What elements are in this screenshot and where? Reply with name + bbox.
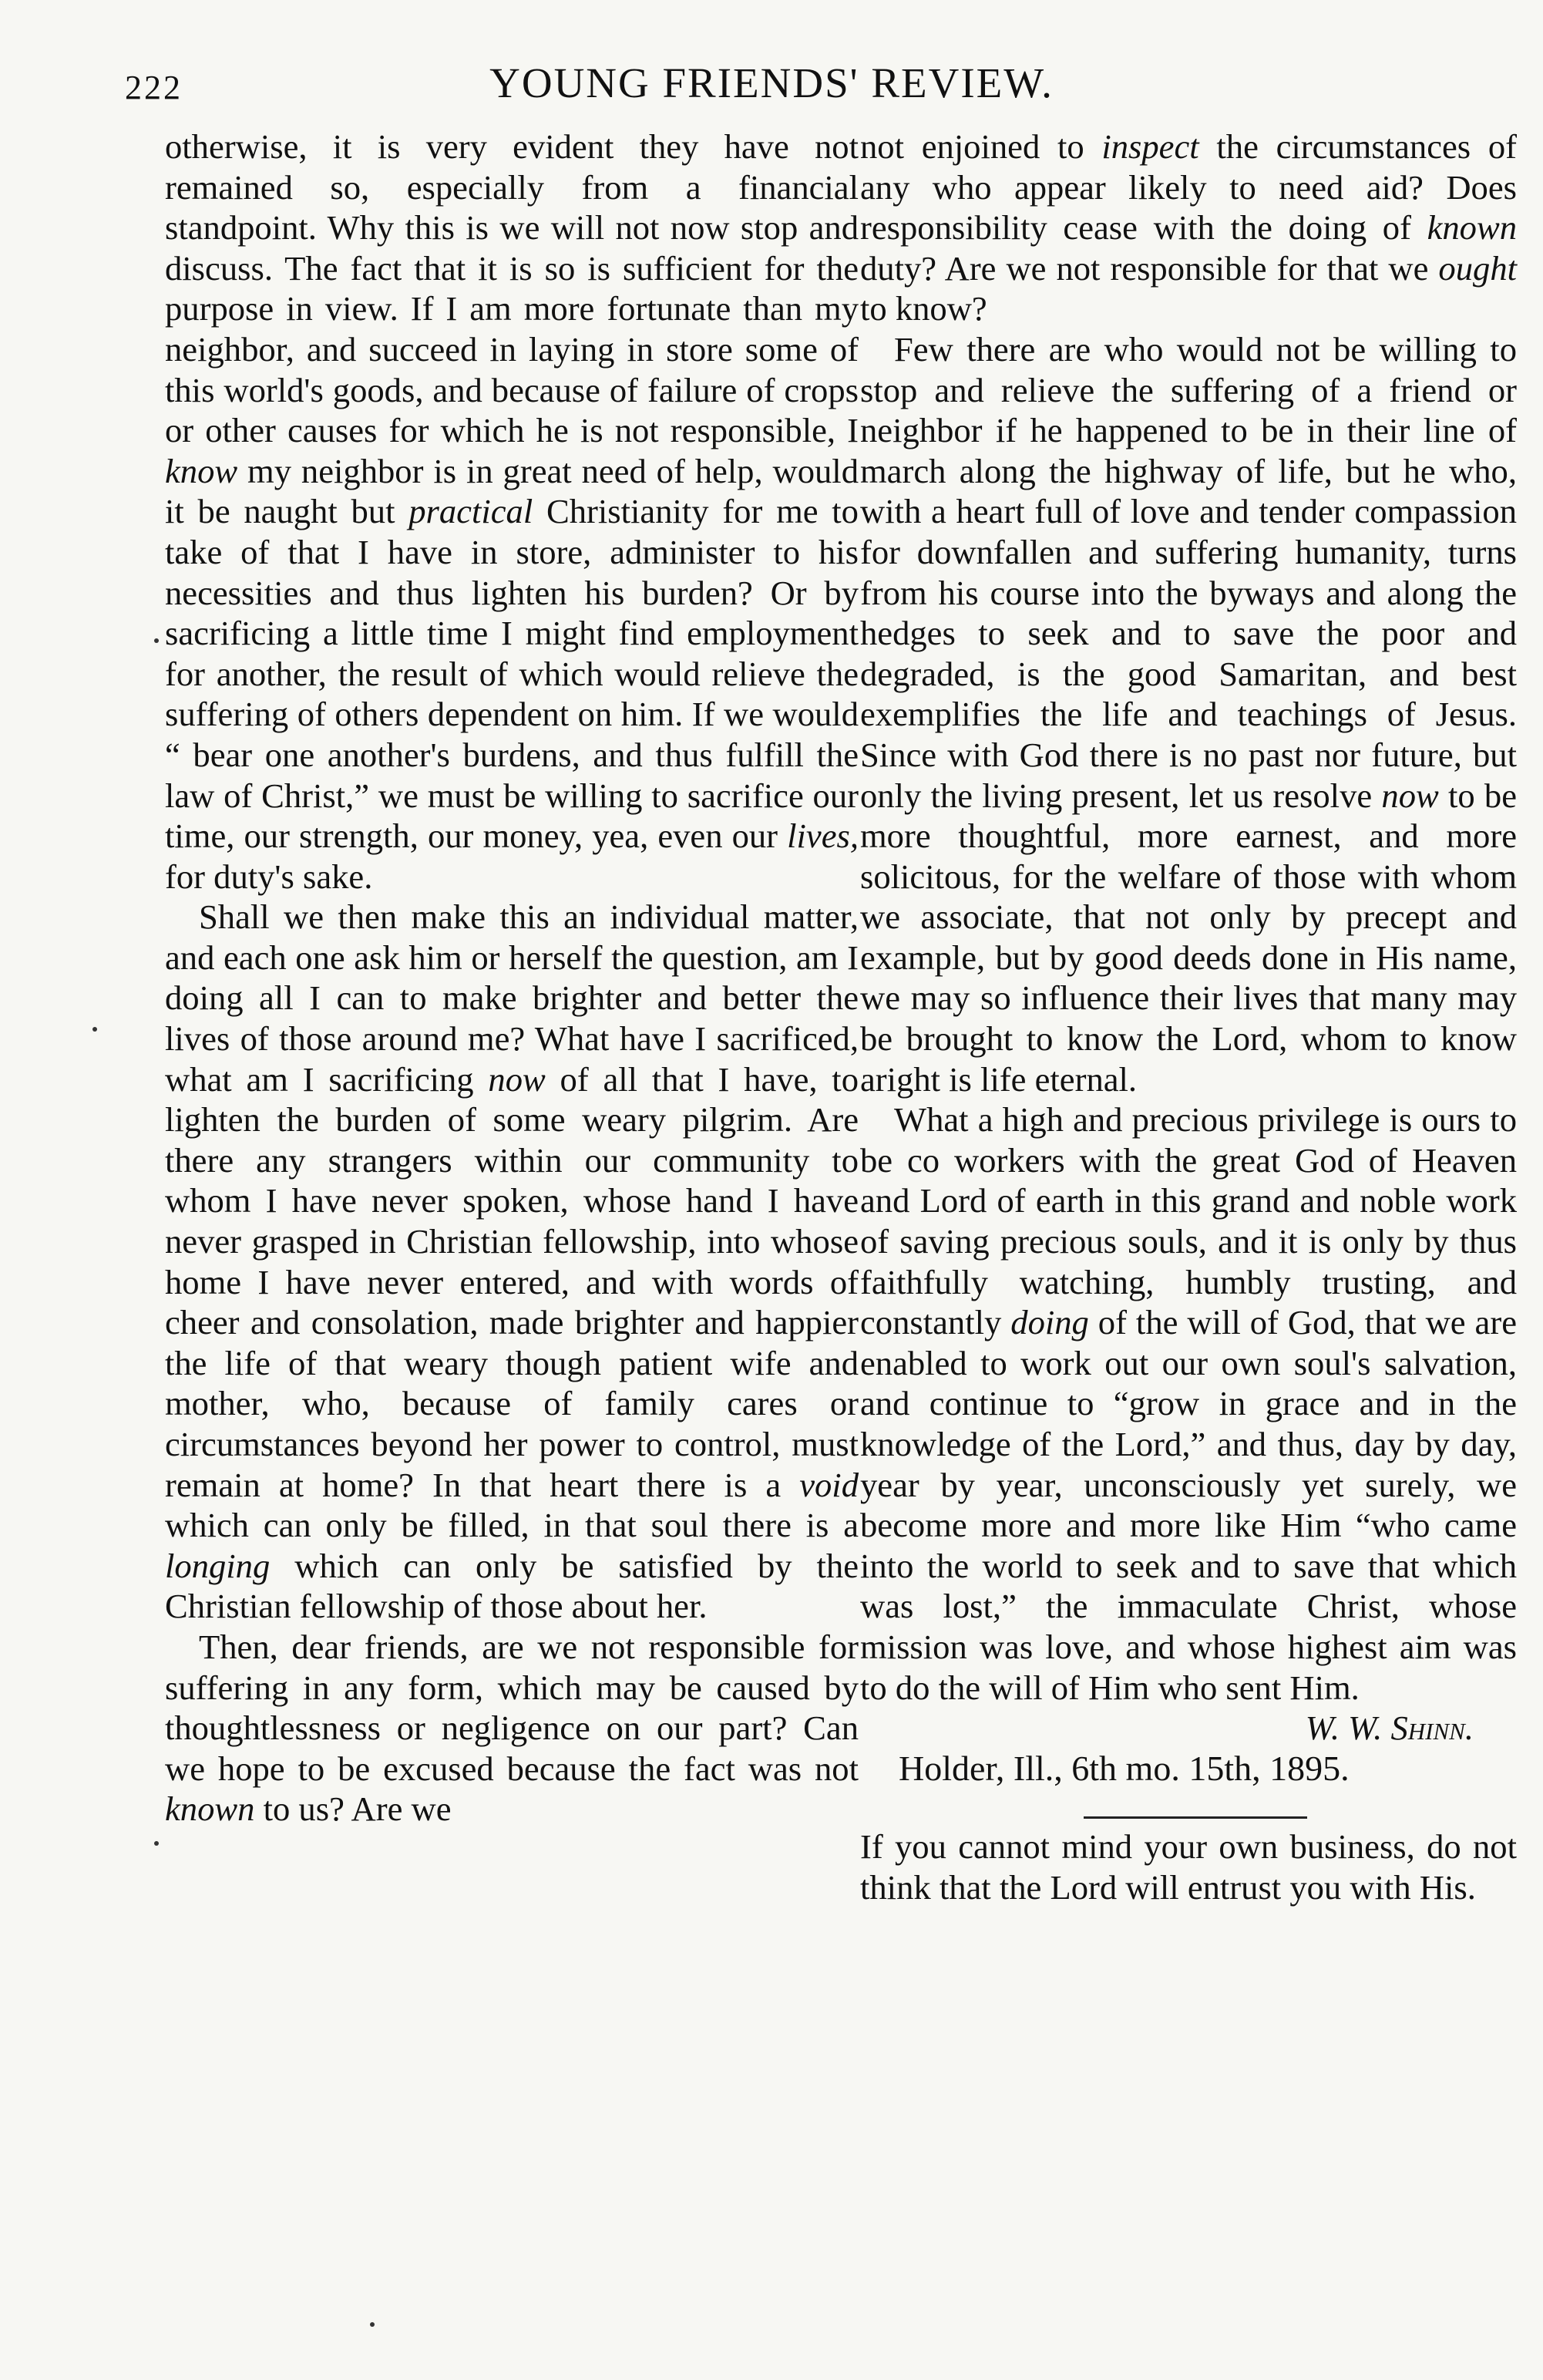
- print-speck: [154, 1841, 159, 1846]
- print-speck: [154, 638, 159, 643]
- right-column: [860, 126, 1517, 1908]
- right-paragraph-3: What a high and precious privilege is ours to be co workers with the great God of Heaven and Lord of earth in this grand and noble work of saving precious souls, and it is only by thus faithfully watching, humbly trusting, and constantly doing of the will of God, that we are enabled to work out our own soul's salvation, and continue to “grow in grace and in the knowledge of the Lord,” and thus, day by day, year by year, unconsciously yet surely, we become more and more like Him “who came into the world to seek and to save that which was lost,” the immaculate Christ, whose mission was love, and whose highest aim was to do the will of Him who sent Him.: [860, 1100, 1517, 1707]
- print-speck: [370, 2322, 375, 2327]
- left-paragraph-3: Then, dear friends, are we not responsible for suffering in any form, which may be caused by thoughtlessness or negligence on our part? Can we hope to be excused because the fact was not known to us? Are we: [165, 1627, 859, 1829]
- right-paragraph-1: not enjoined to inspect the circumstances of any who appear likely to need aid? Does responsibility cease with the doing of known duty? Are we not responsible for that we ought to know?: [860, 127, 1517, 328]
- separator-rule: [1084, 1816, 1307, 1819]
- left-paragraph-2: Shall we then make this an individual matter, and each one ask him or herself the question, am I doing all I can to make brighter and better the lives of those around me? What have I sacrificed, what am I sacrificing now of all that I have, to lighten the burden of some weary pilgrim. Are there any strangers within our community to whom I have never spoken, whose hand I have never grasped in Christian fellowship, into whose home I have never entered, and with words of cheer and consolation, made brighter and happier the life of that weary though patient wife and mother, who, because of family cares or circumstances beyond her power to control, must remain at home? In that heart there is a void which can only be filled, in that soul there is a longing which can only be satisfied by the Christian fellowship of those about her.: [165, 897, 859, 1626]
- left-column: [165, 126, 859, 1830]
- page-header: [0, 54, 1543, 116]
- right-paragraph-2: Few there are who would not be willing to stop and relieve the suffering of a friend or neighbor if he happened to be in their line of march along the highway of life, but he who, with a heart full of love and tender compassion for downfallen and suffering humanity, turns from his course into the byways and along the hedges to seek and to save the poor and degraded, is the good Samaritan, and best exemplifies the life and teachings of Jesus. Since with God there is no past nor future, but only the living present, let us resolve now to be more thoughtful, more earnest, and more solicitous, for the welfare of those with whom we associate, that not only by precept and example, but by good deeds done in His name, we may so influence their lives that many may be brought to know the Lord, whom to know aright is life eternal.: [860, 329, 1518, 1099]
- print-speck: [92, 1027, 97, 1032]
- page-number: 222: [125, 69, 183, 106]
- left-paragraph-1: otherwise, it is very evident they have not remained so, especially from a financial standpoint. Why this is we will not now stop and discuss. The fact that it is so is sufficient for the purpose in view. If I am more fortunate than my neighbor, and succeed in laying in store some of this world's goods, and because of failure of crops or other causes for which he is not responsible, I know my neighbor is in great need of help, would it be naught but practical Christianity for me to take of that I have in store, administer to his necessities and thus lighten his burden? Or by sacrificing a little time I might find employment for another, the result of which would relieve the suffering of others dependent on him. If we would “ bear one another's burdens, and thus fulfill the law of Christ,” we must be willing to sacrifice our time, our strength, our money, yea, even our lives, for duty's sake.: [165, 127, 859, 896]
- author-signature: W. W. Shinn.: [1305, 1708, 1474, 1748]
- dateline: Holder, Ill., 6th mo. 15th, 1895.: [899, 1748, 1350, 1788]
- closing-note: If you cannot mind your own business, do not think that the Lord will entrust you with His.: [860, 1827, 1517, 1907]
- running-title: YOUNG FRIENDS' REVIEW.: [489, 59, 1054, 106]
